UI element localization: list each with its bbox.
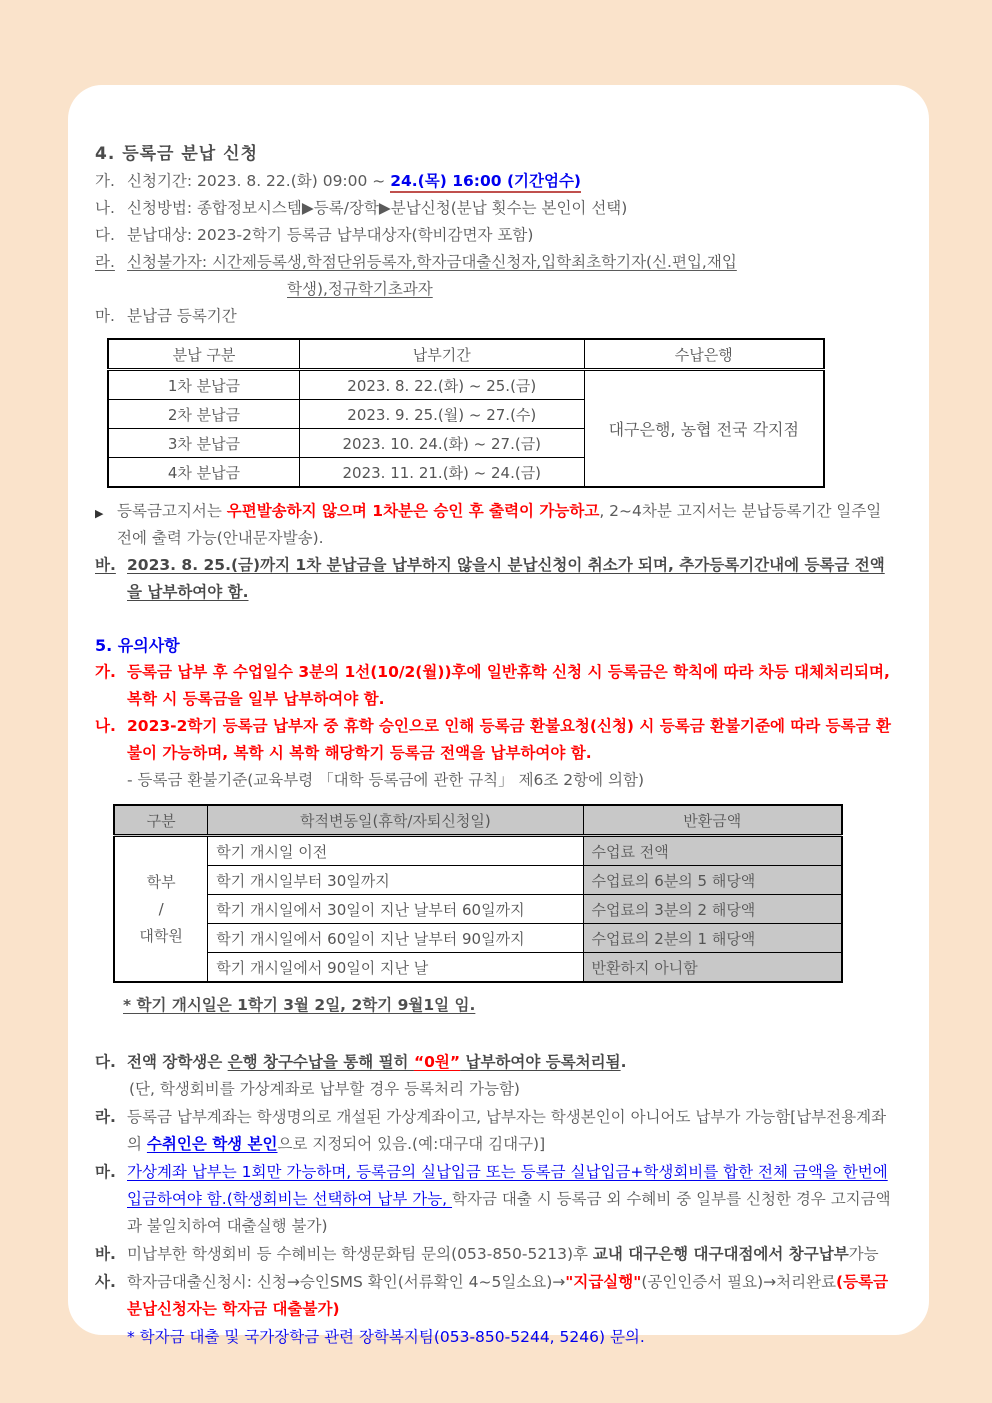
- item-label: 사.: [95, 1273, 116, 1291]
- installment-table-header-row: [108, 339, 824, 370]
- installment-period: 2023. 10. 24.(화) ~ 27.(금): [300, 429, 585, 458]
- bill-notice-post: , 2~4차분 고지서는 분납등록기간 일주일 전에 출력 가능(안내문자발송).: [117, 502, 882, 547]
- table-row: [108, 370, 824, 400]
- loan-execute-highlight: "지급실행": [565, 1273, 642, 1291]
- list-item-da2: [95, 1049, 895, 1103]
- table-row: [114, 895, 842, 924]
- scholarship-bold: 전액 장학생은: [127, 1053, 228, 1071]
- list-item-sa: [95, 1269, 895, 1323]
- change-date-cell: 학기 개시일에서 30일이 지난 날부터 60일까지: [208, 895, 583, 924]
- zero-won-highlight: “0원”: [413, 1053, 461, 1071]
- bill-notice: [95, 498, 895, 552]
- item-label: 마.: [95, 307, 115, 325]
- notes-section: [95, 1049, 895, 1351]
- header-refund-amount: 반환금액: [583, 805, 842, 836]
- virtual-account-text1: 등록금 납부계좌는 학생명의로 개설된 가상계좌이고, 납부자는 학생본인이 아니어도 납부가 가능함[납부전용계좌의: [127, 1108, 887, 1153]
- list-item-ga5: [95, 659, 895, 713]
- item-text: [127, 168, 895, 195]
- list-item-ga: [95, 168, 895, 195]
- application-period-text: 신청기간: 2023. 8. 22.(화) 09:00 ~: [127, 172, 391, 190]
- content-card: [68, 85, 929, 1346]
- spacer: [95, 767, 127, 794]
- loan-procedure-note: [127, 1269, 895, 1323]
- installment-label: 1차 분납금: [108, 370, 300, 400]
- list-item-na: [95, 195, 895, 222]
- item-label: 가.: [95, 172, 115, 190]
- group-line: 대학원: [139, 926, 183, 945]
- ineligible-text: [127, 249, 895, 303]
- item-label: 나.: [95, 717, 116, 735]
- installment-label: 3차 분납금: [108, 429, 300, 458]
- spacer: [95, 1324, 127, 1351]
- deposit-blue-text: 가상계좌 납부는 1회만 가능하며, 등록금의 실납입금 또는 등록금 실납입금+학생회비를 합한 전체 금액을 한번에 입금하여야 함.(학생회비는 선택하여 납부 가능,: [127, 1163, 888, 1208]
- list-item-da: [95, 222, 895, 249]
- ineligible-line1: 신청불가자: 시간제등록생,학점단위등록자,학자금대출신청자,입학최초학기자(신.편입,재입: [127, 253, 737, 271]
- item-label: 다.: [95, 226, 115, 244]
- leave-notice-text: 등록금 납부 후 수업일수 3분의 1선(10/2(월))후에 일반휴학 신청 시 등록금은 학칙에 따라 차등 대체처리되며, 복학 시 등록금을 일부 납부하여야 함.: [127, 663, 890, 708]
- student-fee-note: [127, 1241, 895, 1268]
- installment-label: 4차 분납금: [108, 458, 300, 488]
- list-item-na5: [95, 713, 895, 767]
- item-label: 바.: [95, 1245, 116, 1263]
- list-item-ba2: [95, 1241, 895, 1268]
- group-line: /: [158, 899, 164, 918]
- scholarship-underline1: 은행 창구수납을 통해 필히: [227, 1053, 414, 1071]
- target-text: 분납대상: 2023-2학기 등록금 납부대상자(학비감면자 포함): [127, 226, 534, 244]
- student-fee-text1: 미납부한 학생회비 등 수혜비는 학생문화팀 문의(053-850-5213)후: [127, 1245, 593, 1263]
- bill-notice-text: [117, 498, 895, 552]
- installment-period: 2023. 8. 22.(화) ~ 25.(금): [300, 370, 585, 400]
- loan-restriction-highlight: (등록금 분납신청자는 학자금 대출불가): [127, 1273, 889, 1318]
- refund-rule-text: - 등록금 환불기준(교육부령 「대학 등록금에 관한 규칙」 제6조 2항에 의함): [127, 771, 645, 789]
- installment-period: 2023. 9. 25.(월) ~ 27.(수): [300, 400, 585, 429]
- list-item-ma: [95, 303, 895, 330]
- change-date-cell: 학기 개시일에서 60일이 지난 날부터 90일까지: [208, 924, 583, 953]
- deposit-rest-text: 학자금 대출 시 등록금 외 수혜비 중 일부를 신청한 경우 고지금액과 불일치하여 대출실행 불가): [127, 1190, 891, 1235]
- bill-notice-pre: 등록금고지서는: [117, 502, 227, 520]
- application-method-text: 신청방법: 종합정보시스템▶등록/장학▶분납신청(분납 횟수는 본인이 선택): [127, 199, 628, 217]
- bank-branch-bold: 교내 대구은행 대구대점에서 창구납부: [592, 1245, 849, 1263]
- item-label: 바.: [95, 556, 116, 574]
- group-cell: [114, 836, 208, 983]
- semester-start-footnote: * 학기 개시일은 1학기 3월 2일, 2학기 9월1일 임.: [123, 996, 476, 1014]
- cancellation-warning-text: 2023. 8. 25.(금)까지 1차 분납금을 납부하지 않을시 분납신청이 취소가 되며, 추가등록기간내에 등록금 전액을 납부하여야 함.: [127, 556, 885, 601]
- item-label: 라.: [95, 1108, 116, 1126]
- ineligible-line2: 학생),정규학기초과자: [287, 280, 433, 298]
- list-item-ra2: [95, 1104, 895, 1158]
- table-row: [114, 953, 842, 983]
- item-label: 다.: [95, 1053, 116, 1071]
- virtual-account-text2: 으로 지정되어 있음.(예:대구대 김대구)]: [277, 1135, 546, 1153]
- list-item-ma2: [95, 1159, 895, 1240]
- refund-notice-text: 2023-2학기 등록금 납부자 중 휴학 승인으로 인해 등록금 환불요청(신청) 시 등록금 환불기준에 따라 등록금 환불이 가능하며, 복학 시 복학 해당학기 등록금 전액을 납부하여야 함.: [127, 717, 891, 762]
- installment-label: 2차 분납금: [108, 400, 300, 429]
- loan-contact-note: [95, 1324, 895, 1351]
- installment-period: 2023. 11. 21.(화) ~ 24.(금): [300, 458, 585, 488]
- header-payment-period: 납부기간: [300, 339, 585, 370]
- table-row: [114, 866, 842, 895]
- list-item-ba: [95, 552, 895, 606]
- loan-contact-text: * 학자금 대출 및 국가장학금 관련 장학복지팀(053-850-5244, 5246) 문의.: [127, 1328, 645, 1346]
- scholarship-period: .: [620, 1053, 627, 1071]
- payee-highlight: 수취인은 학생 본인: [146, 1135, 278, 1153]
- table-row: [114, 836, 842, 866]
- scholarship-note: [127, 1049, 895, 1103]
- bill-notice-red: 우편발송하지 않으며 1차분은 승인 후 출력이 가능하고: [226, 502, 600, 520]
- refund-amount-cell: 수업료의 2분의 1 해당액: [583, 924, 842, 953]
- installment-table: [107, 338, 825, 488]
- refund-table-header-row: [114, 805, 842, 836]
- virtual-account-note: [127, 1104, 895, 1158]
- table-row: [114, 924, 842, 953]
- bank-cell: 대구은행, 농협 전국 각지점: [584, 370, 824, 488]
- header-category: 구분: [114, 805, 208, 836]
- student-fee-text2: 가능: [848, 1245, 879, 1263]
- change-date-cell: 학기 개시일 이전: [208, 836, 583, 866]
- refund-amount-cell: 수업료의 3분의 2 해당액: [583, 895, 842, 924]
- deadline-highlight: 24.(목) 16:00 (기간엄수): [390, 172, 581, 193]
- item-label: 나.: [95, 199, 115, 217]
- section5-title: 5. 유의사항: [95, 636, 180, 655]
- triangle-bullet-icon: ▶: [95, 507, 104, 520]
- group-line: 학부: [146, 872, 176, 891]
- item-label: 라.: [95, 253, 115, 271]
- refund-amount-cell: 수업료 전액: [583, 836, 842, 866]
- refund-table: [113, 804, 843, 983]
- scholarship-underline2: 납부하여야 등록처리됨: [460, 1053, 621, 1071]
- scholarship-sub-note: (단, 학생회비를 가상계좌로 납부할 경우 등록처리 가능함): [129, 1080, 520, 1098]
- header-change-date: 학적변동일(휴학/자퇴신청일): [208, 805, 583, 836]
- header-bank: 수납은행: [584, 339, 824, 370]
- loan-procedure-text2: (공인인증서 필요)→처리완료: [641, 1273, 837, 1291]
- section4-title: 4. 등록금 분납 신청: [95, 144, 258, 164]
- item-label: 마.: [95, 1163, 116, 1181]
- item-label: 가.: [95, 663, 116, 681]
- refund-amount-cell: 반환하지 아니함: [583, 953, 842, 983]
- loan-procedure-text1: 학자금대출신청시: 신청→승인SMS 확인(서류확인 4~5일소요)→: [127, 1273, 566, 1291]
- change-date-cell: 학기 개시일부터 30일까지: [208, 866, 583, 895]
- change-date-cell: 학기 개시일에서 90일이 지난 날: [208, 953, 583, 983]
- installment-period-text: 분납금 등록기간: [127, 307, 237, 325]
- refund-rule-reference: [95, 767, 895, 794]
- header-installment-type: 분납 구분: [108, 339, 300, 370]
- deposit-note: [127, 1159, 895, 1240]
- list-item-ra: [95, 249, 895, 303]
- refund-amount-cell: 수업료의 6분의 5 해당액: [583, 866, 842, 895]
